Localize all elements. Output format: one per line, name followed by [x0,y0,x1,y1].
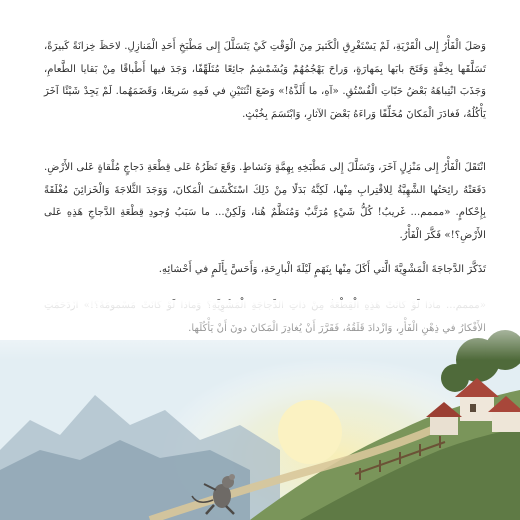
sun [278,400,342,464]
story-paragraph-1: وَصَلَ الْفَأْرُ إِلى الْقَرْيَةِ، لَمْ يَسْتَغْرِقِ الْكَثيرَ مِنَ الْوَقْتِ كَيْ يَتَسَلَّلَ إِلى مَطْبَخِ أَحَدِ الْمَنازِلِ. لاحَظَ خِزانَةً كَبيرَةً، تَسَلَّقَها بِخِفَّةٍ وَفَتَحَ بابَها بِمَهارَةٍ، وَراحَ يَهْجُمُهُمْ وَيُشَمْشِمُ جائِعًا مُتَلَهِّفًا، وَجَدَ فيها أَطْباقًا مِنْ بَقايا الطَّعامِ، وَجَذَبَ انْتِباهَهُ بَعْضُ حَبّاتِ الْفُسْتُقِ. «آهِ، ما أَلَذَّهُ!» وَضَعَ اثْنَتَيْنِ في فَمِهِ سَريعًا، وَقَضَمَهُما. لَمْ يَجِدْ شَيْئًا آخَرَ يَأْكُلُهُ، فَغادَرَ الْمَكانَ مُخَلِّفًا وَراءَهُ بَعْضَ الآثارِ، وَابْتَسَمَ بِخُبْثٍ. [44,41,486,120]
night-village-illustration [0,300,520,520]
story-paragraph-3: تَذَكَّرَ الدَّجاجَةَ الْمَشْوِيَّةَ الَّتي أَكَلَ مِنْها بِنَهَمٍ لَيْلَةَ الْبارِحَةِ، وَأَحَسَّ بِأَلَمٍ في أَحْشائِهِ. [158,264,486,275]
top-mist [0,300,520,360]
story-paragraph-2: انْتَقَلَ الْفَأْرُ إِلى مَنْزِلٍ آخَرَ، وَتَسَلَّلَ إِلى مَطْبَخِهِ بِهِمَّةٍ وَنَشاطٍ. وَقَعَ نَظَرُهُ عَلى قِطْعَةِ دَجاجٍ مُلْقاةٍ عَلى الأَرْضِ. دَفَعَتْهُ رائِحَتُها الشَّهِيَّةُ لِلاقْتِرابِ مِنْها، لَكِنَّهُ بَدَلًا مِنْ ذَلِكَ اسْتَكْشَفَ الْمَكانَ، وَوَجَدَ الثَّلاجَةَ وَالْخَزائِنَ مُغْلَقَةً بِإِحْكامٍ. «مممم... غَريبٌ! كُلُّ شَيْءٍ مُرَتَّبٌ وَمُنَظَّمٌ هُنا، وَلَكِنْ... ما سَبَبُ وُجودِ قِطْعَةِ الدَّجاجِ هَذِهِ عَلى الأَرْضِ؟!» فَكَّرَ الْفَأْرُ. [44,162,486,241]
